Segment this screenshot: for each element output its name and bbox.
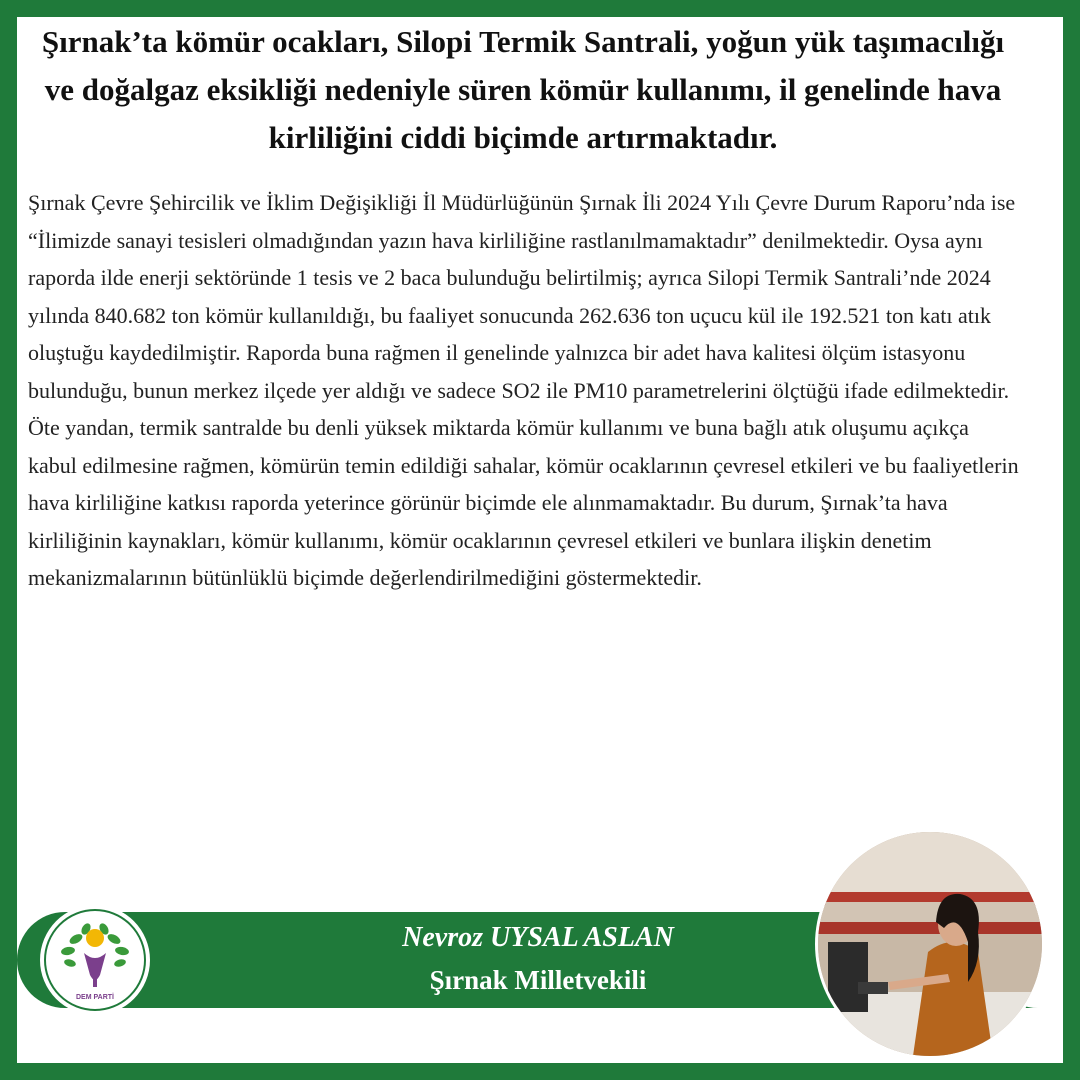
signatory-name: Nevroz UYSAL ASLAN: [402, 922, 674, 953]
dem-parti-logo: [40, 905, 150, 1015]
headline: Şırnak’ta kömür ocakları, Silopi Termik Santrali, yoğun yük taşımacılığı ve doğalgaz eksikliği nedeniyle süren kömür kullanımı, il genelinde hava kirliliğini ciddi biçimde artırmaktadır.: [41, 24, 1005, 155]
speaker-portrait-icon: [818, 832, 1042, 1056]
dem-parti-tree-icon: [40, 905, 150, 1015]
body-paragraph: Şırnak Çevre Şehircilik ve İklim Değişikliği İl Müdürlüğünün Şırnak İli 2024 Yılı Çevre Durum Raporu’nda ise “İlimizde sanayi tesisleri olmadığından yazın hava kirliliğine rastlanılmamaktadır” denilmektedir. Oysa aynı raporda ilde enerji sektöründe 1 tesis ve 2 baca bulunduğu belirtilmiş; ayrıca Silopi Termik Santrali’nde 2024 yılında 840.682 ton kömür kullanıldığı, bu faaliyet sonucunda 262.636 ton uçucu kül ile 192.521 ton katı atık oluştuğu kaydedilmiştir. Raporda buna rağmen il genelinde yalnızca bir adet hava kalitesi ölçüm istasyonu bulunduğu, bunun merkez ilçede yer aldığı ve sadece SO2 ile PM10 parametrelerini ölçtüğü ifade edilmektedir. Öte yandan, termik santralde bu denli yüksek miktarda kömür kullanımı ve buna bağlı atık oluşumu açıkça kabul edilmesine rağmen, kömürün temin edildiği sahalar, kömür ocaklarının çevresel etkileri ve bu faaliyetlerin hava kirliliğine katkısı raporda yeterince görünür biçimde ele alınmamaktadır. Bu durum, Şırnak’ta hava kirliliğinin kaynakları, kömür kullanımı, kömür ocaklarının çevresel etkileri ve bunlara ilişkin denetim mekanizmalarının bütünlüklü biçimde değerlendirilmediğini göstermektedir.: [28, 190, 1019, 590]
speaker-photo: [818, 832, 1042, 1056]
signatory-title: Şırnak Milletvekili: [429, 965, 647, 995]
logo-text: DEM PARTİ: [76, 994, 114, 1001]
